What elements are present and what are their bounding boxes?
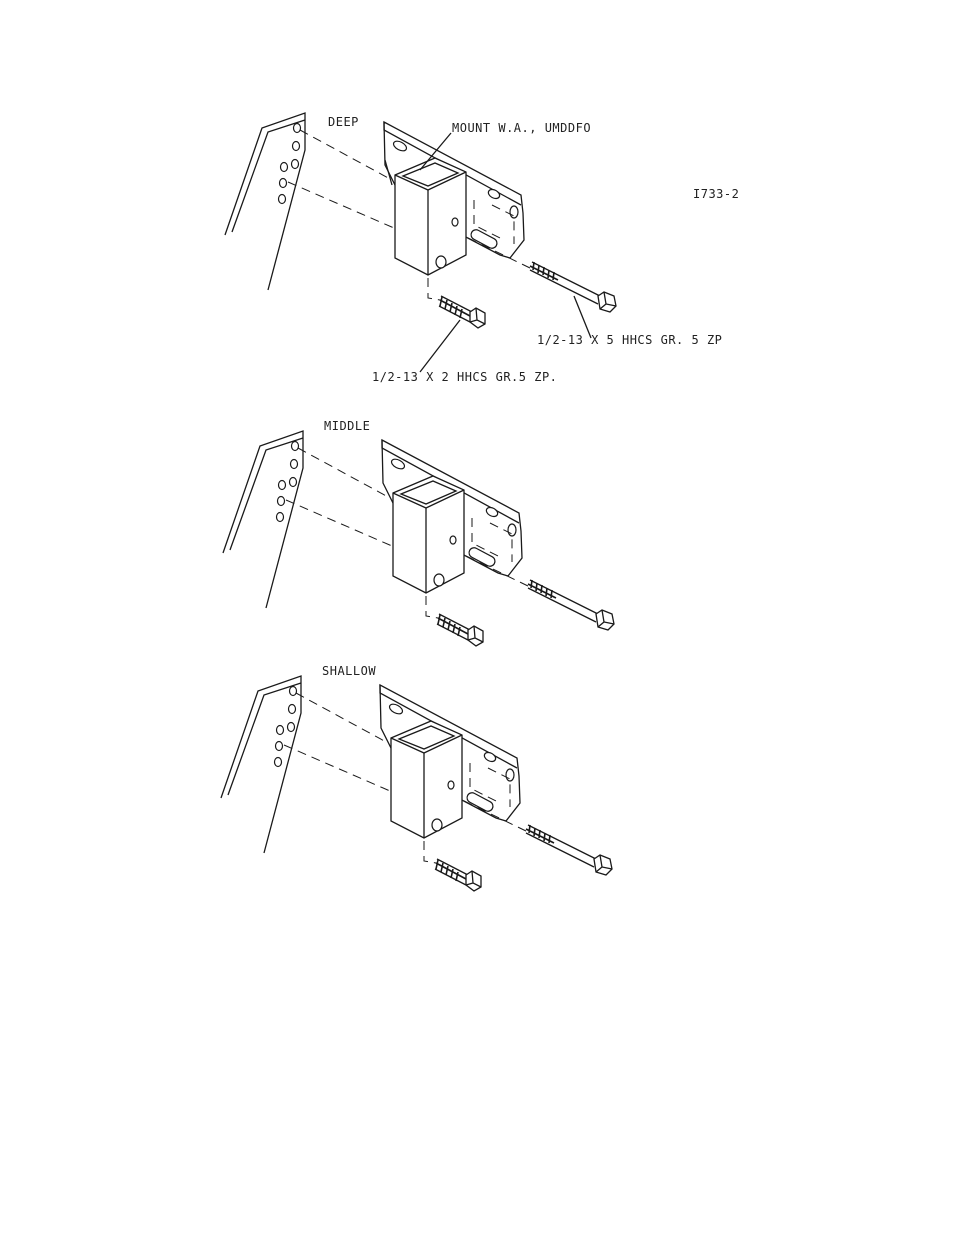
view-middle xyxy=(223,431,614,646)
label-shallow: SHALLOW xyxy=(322,664,377,678)
label-short-bolt: 1/2-13 X 2 HHCS GR.5 ZP. xyxy=(372,370,558,384)
view-deep xyxy=(225,113,616,328)
label-middle: MIDDLE xyxy=(324,419,371,433)
label-figure-id: I733-2 xyxy=(693,187,740,201)
label-deep: DEEP xyxy=(328,115,359,129)
label-mount: MOUNT W.A., UMDDFO xyxy=(452,121,592,135)
short-bolt-leader xyxy=(420,320,460,372)
label-long-bolt: 1/2-13 X 5 HHCS GR. 5 ZP xyxy=(537,333,723,347)
view-shallow xyxy=(221,676,612,891)
long-bolt-leader xyxy=(574,296,591,338)
